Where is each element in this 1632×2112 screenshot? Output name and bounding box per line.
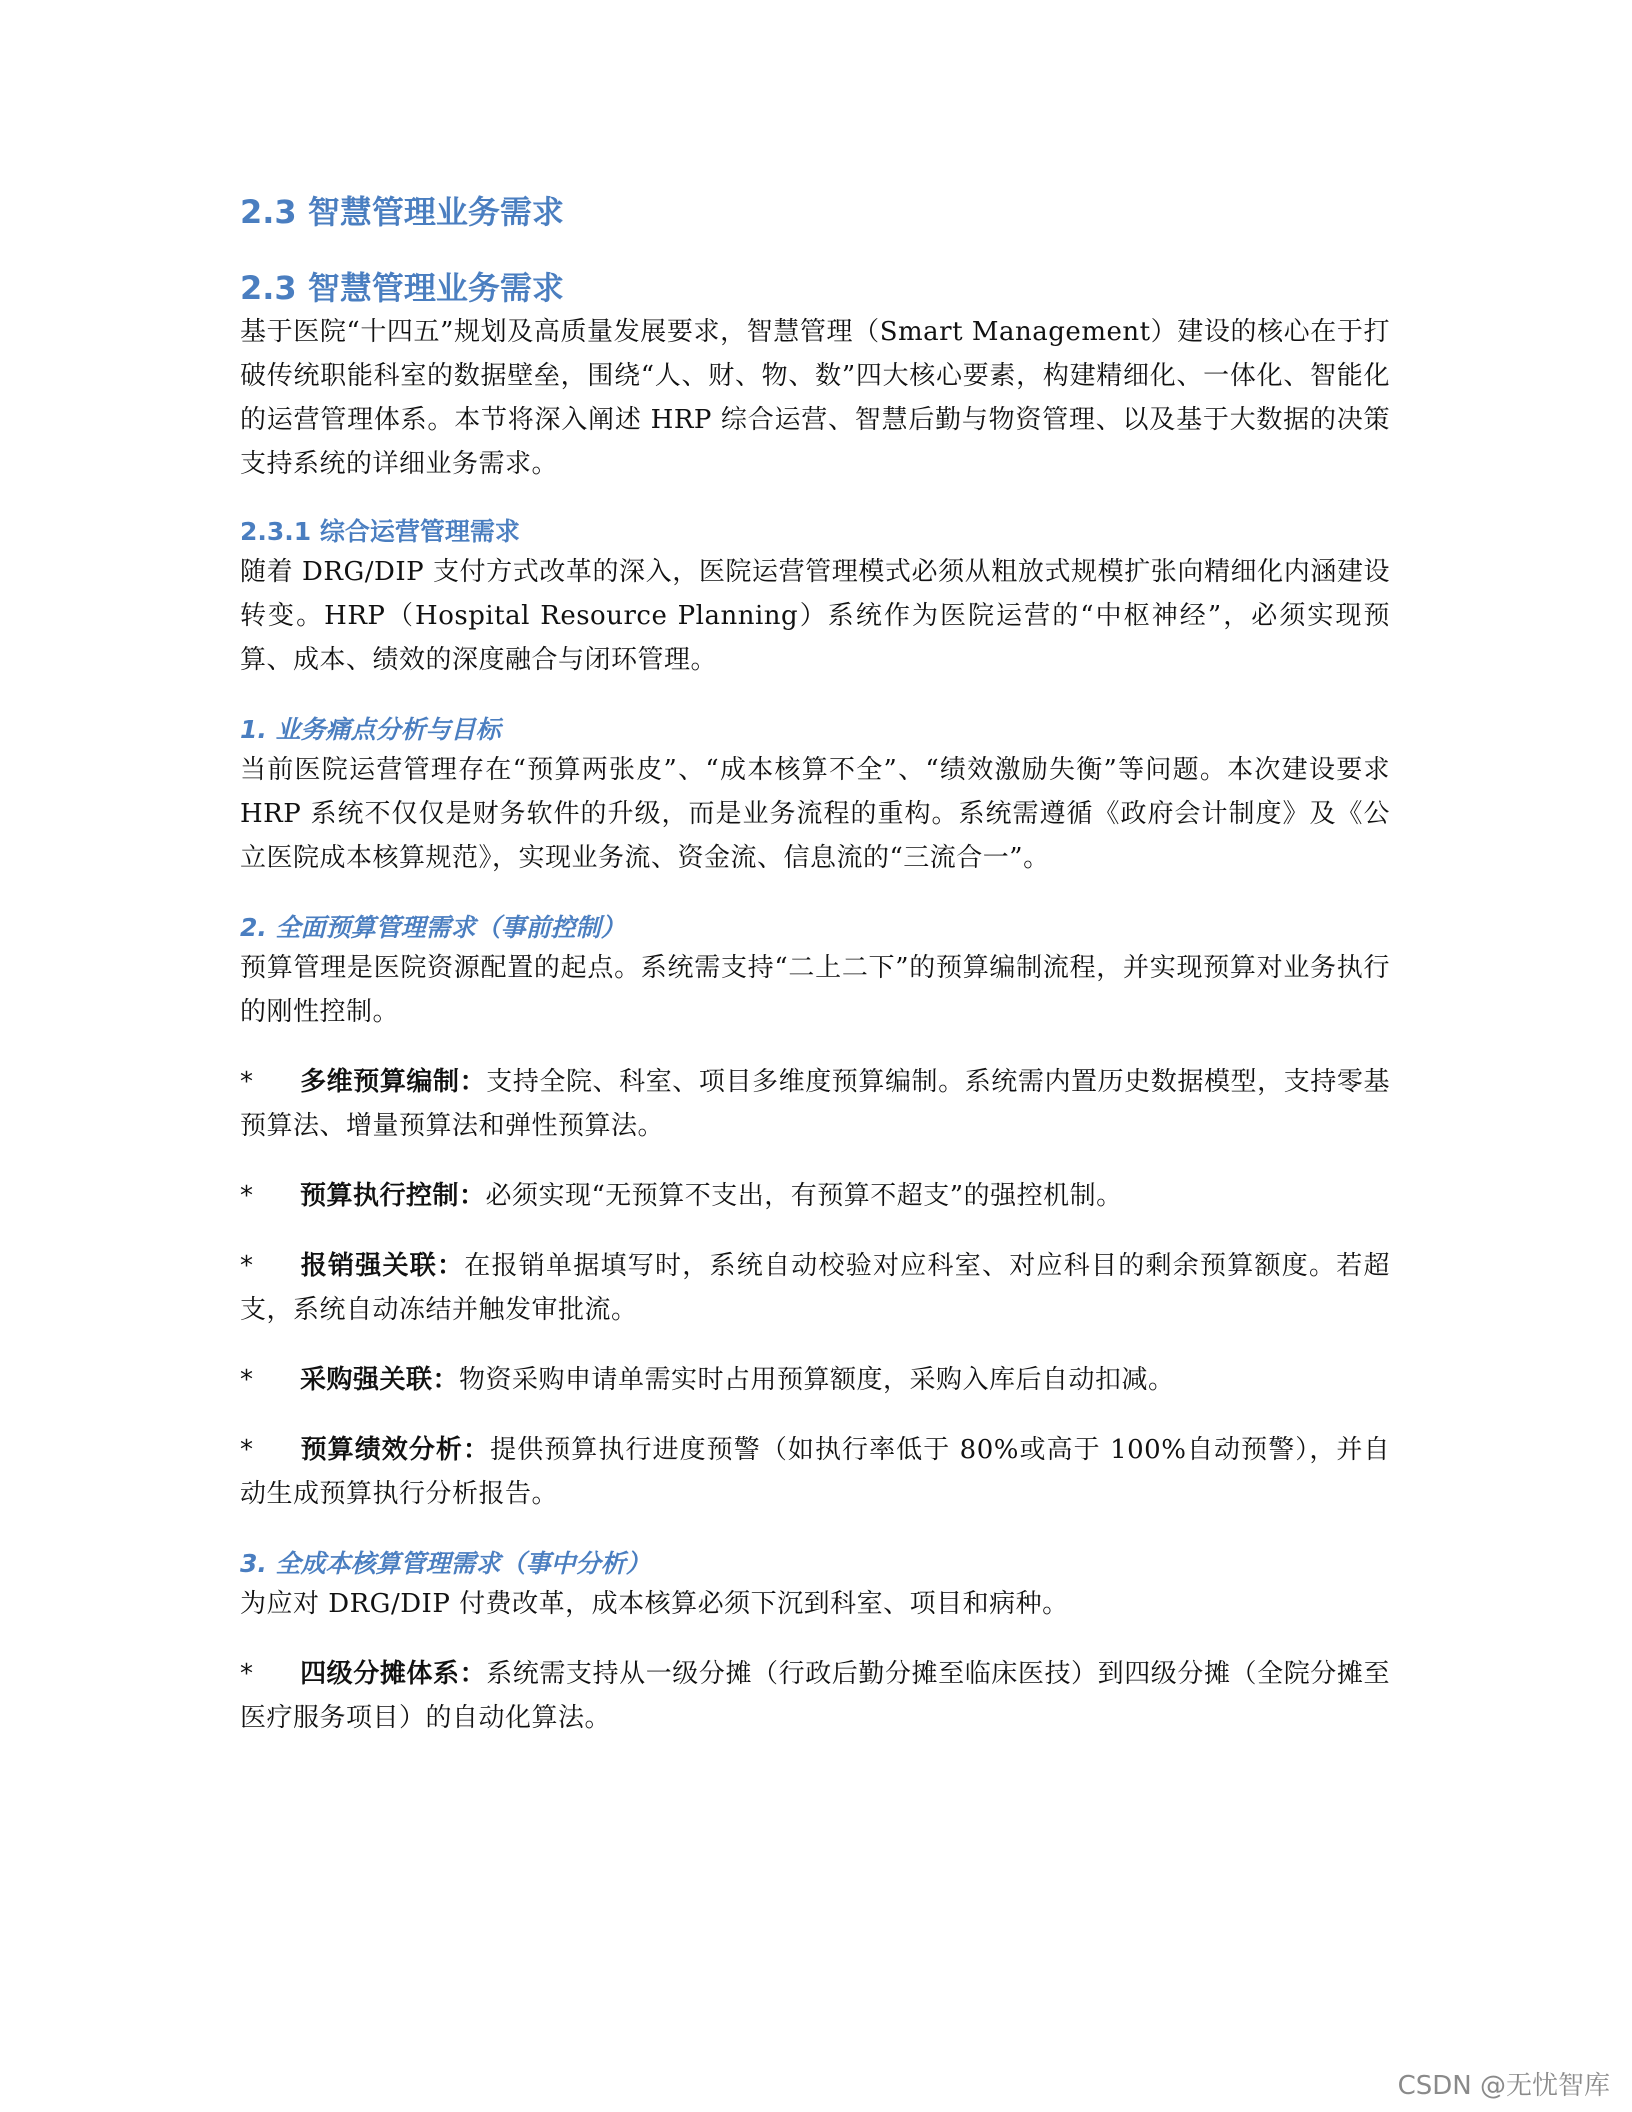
bullet-mark: * (240, 1181, 254, 1211)
bullet-mark: * (240, 1659, 254, 1689)
bullet-item (240, 1652, 1390, 1740)
bullet-text: 在报销单据填写时，系统自动校验对应科室、对应科目的剩余预算额度。若超支，系统自动冻结并触发审批流。 (240, 1251, 1390, 1325)
watermark: CSDN @无忧智库 (1397, 2071, 1610, 2101)
budget-paragraph: 预算管理是医院资源配置的起点。系统需支持“二上二下”的预算编制流程，并实现预算对业务执行的刚性控制。 (240, 953, 1390, 1027)
bullet-text: 物资采购申请单需实时占用预算额度，采购入库后自动扣减。 (459, 1365, 1175, 1395)
subsection-heading: 2.3.1 综合运营管理需求 (240, 517, 520, 546)
bullet-mark: * (240, 1067, 254, 1097)
bullet-term: 多维预算编制： (300, 1067, 487, 1097)
pain-heading: 1. 业务痛点分析与目标 (240, 715, 501, 744)
cost-paragraph: 为应对 DRG/DIP 付费改革，成本核算必须下沉到科室、项目和病种。 (240, 1589, 1069, 1619)
bullet-mark: * (240, 1251, 254, 1281)
bullet-item (240, 1244, 1390, 1332)
bullet-item (240, 1428, 1390, 1516)
pain-paragraph: 当前医院运营管理存在“预算两张皮”、“成本核算不全”、“绩效激励失衡”等问题。本次建设要求 HRP 系统不仅仅是财务软件的升级，而是业务流程的重构。系统需遵循《政府会计制度》及《公立医院成本核算规范》，实现业务流、资金流、信息流的“三流合一”。 (240, 755, 1390, 873)
bullet-item (240, 1174, 1390, 1218)
intro-paragraph: 基于医院“十四五”规划及高质量发展要求，智慧管理（Smart Management）建设的核心在于打破传统职能科室的数据壁垒，围绕“人、财、物、数”四大核心要素，构建精细化、一体化、智能化的运营管理体系。本节将深入阐述 HRP 综合运营、智慧后勤与物资管理、以及基于大数据的决策支持系统的详细业务需求。 (240, 317, 1390, 479)
bullet-text: 必须实现“无预算不支出，有预算不超支”的强控机制。 (485, 1181, 1123, 1211)
bullet-text: 支持全院、科室、项目多维度预算编制。系统需内置历史数据模型，支持零基预算法、增量预算法和弹性预算法。 (240, 1067, 1390, 1141)
section-heading-1: 2.3 智慧管理业务需求 (240, 193, 564, 231)
bullet-term: 预算执行控制： (300, 1181, 486, 1211)
section-heading-2: 2.3 智慧管理业务需求 (240, 269, 564, 307)
bullet-term: 采购强关联： (300, 1365, 460, 1395)
bullet-mark: * (240, 1435, 254, 1465)
bullet-text: 系统需支持从一级分摊（行政后勤分摊至临床医技）到四级分摊（全院分摊至医疗服务项目）的自动化算法。 (240, 1659, 1390, 1733)
bullet-item (240, 1358, 1390, 1402)
bullet-text: 提供预算执行进度预警（如执行率低于 80%或高于 100%自动预警），并自动生成预算执行分析报告。 (240, 1435, 1390, 1509)
cost-heading: 3. 全成本核算管理需求（事中分析） (240, 1549, 651, 1578)
bullet-term: 四级分摊体系： (300, 1659, 487, 1689)
bullet-term: 报销强关联： (300, 1251, 465, 1281)
ops-paragraph: 随着 DRG/DIP 支付方式改革的深入，医院运营管理模式必须从粗放式规模扩张向精细化内涵建设转变。HRP（Hospital Resource Planning）系统作为医院运营的“中枢神经”，必须实现预算、成本、绩效的深度融合与闭环管理。 (240, 557, 1390, 675)
budget-heading: 2. 全面预算管理需求（事前控制） (240, 913, 626, 942)
bullet-mark: * (240, 1365, 254, 1395)
bullet-item (240, 1060, 1390, 1148)
document-content (240, 190, 1390, 1740)
bullet-term: 预算绩效分析： (300, 1435, 491, 1465)
